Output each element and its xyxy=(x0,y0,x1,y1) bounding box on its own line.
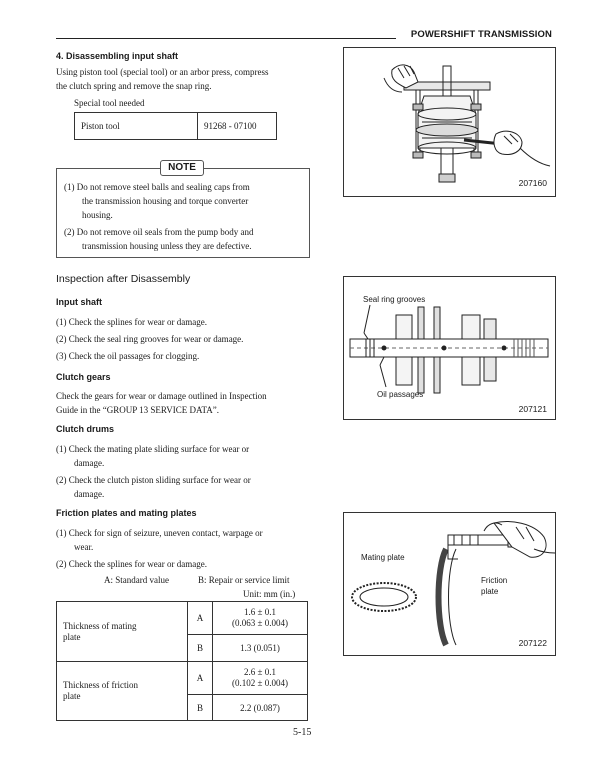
spec-row2-label-line2: plate xyxy=(63,691,81,701)
note-label: NOTE xyxy=(160,160,204,176)
plates-illustration xyxy=(344,513,555,655)
step4-heading: 4. Disassembling input shaft xyxy=(56,51,179,61)
clutch-drums-heading: Clutch drums xyxy=(56,424,115,434)
spec-row1-a-value xyxy=(213,602,308,635)
spec-row1-a-line1: 1.6 ± 0.1 xyxy=(244,607,276,617)
spec-row2-a-line2: (0.102 ± 0.004) xyxy=(232,678,288,688)
figure2-number: 207121 xyxy=(518,404,547,414)
label-seal-ring-grooves: Seal ring grooves xyxy=(363,295,426,304)
header-rule xyxy=(56,38,396,39)
clutch-drums-item2-line1: (2) Check the clutch piston sliding surface for wear or xyxy=(56,475,251,485)
note-item1-line3: housing. xyxy=(82,210,113,220)
input-shaft-item-2: (2) Check the seal ring grooves for wear or damage. xyxy=(56,334,244,344)
clutch-drums-item1-line2: damage. xyxy=(74,458,105,468)
label-mating-plate: Mating plate xyxy=(361,553,405,562)
inspection-heading: Inspection after Disassembly xyxy=(56,273,191,285)
note-item2-line1: (2) Do not remove oil seals from the pump body and xyxy=(64,227,254,237)
spec-row2-a-value xyxy=(213,662,308,695)
spec-row2-a-key: A xyxy=(188,662,213,695)
piston-tool-illustration xyxy=(344,48,555,196)
input-shaft-item-3: (3) Check the oil passages for clogging. xyxy=(56,351,200,361)
spec-row1-label-line2: plate xyxy=(63,631,81,642)
figure-plates xyxy=(343,512,556,656)
friction-item1-line2: wear. xyxy=(74,542,94,552)
step4-line2: the clutch spring and remove the snap ring. xyxy=(56,81,212,91)
clutch-gears-line1: Check the gears for wear or damage outlined in Inspection xyxy=(56,391,267,401)
spec-row1-label xyxy=(57,602,188,662)
unit-label: Unit: mm (in.) xyxy=(243,589,296,599)
clutch-gears-line2: Guide in the “GROUP 13 SERVICE DATA”. xyxy=(56,405,219,415)
spec-row2-a-line1: 2.6 ± 0.1 xyxy=(244,667,276,677)
input-shaft-item-1: (1) Check the splines for wear or damage. xyxy=(56,317,207,327)
spec-table xyxy=(56,601,308,721)
spec-row2-label-line1: Thickness of friction xyxy=(63,680,138,690)
tool-caption: Special tool needed xyxy=(74,98,145,108)
spec-row1-a-key: A xyxy=(188,602,213,635)
spec-row1-label-line1: Thickness of mating xyxy=(63,620,137,631)
figure1-number: 207160 xyxy=(518,178,547,188)
page-number: 5-15 xyxy=(293,727,312,738)
header-title: POWERSHIFT TRANSMISSION xyxy=(410,29,552,40)
spec-row1-b-value: 1.3 (0.051) xyxy=(213,635,308,662)
friction-item1-line1: (1) Check for sign of seizure, uneven contact, warpage or xyxy=(56,528,263,538)
figure-input-shaft xyxy=(343,276,556,420)
spec-row1-b-key: B xyxy=(188,635,213,662)
step4-line1: Using piston tool (special tool) or an arbor press, compress xyxy=(56,67,269,77)
special-tool-table xyxy=(74,112,277,140)
friction-heading: Friction plates and mating plates xyxy=(56,508,197,518)
label-friction-plate-line1: Friction xyxy=(481,576,508,585)
spec-row1-a-line2: (0.063 ± 0.004) xyxy=(232,618,288,628)
legend-a: A: Standard value xyxy=(104,575,169,585)
clutch-drums-item2-line2: damage. xyxy=(74,489,105,499)
tool-name-cell: Piston tool xyxy=(75,113,198,140)
note-item2-line2: transmission housing unless they are defective. xyxy=(82,241,252,251)
tool-number-cell: 91268 - 07100 xyxy=(198,113,277,140)
label-oil-passages: Oil passages xyxy=(377,390,424,399)
clutch-gears-heading: Clutch gears xyxy=(56,372,111,382)
note-item1-line1: (1) Do not remove steel balls and sealing caps from xyxy=(64,182,250,192)
spec-row2-b-value: 2.2 (0.087) xyxy=(213,695,308,721)
note-item1-line2: the transmission housing and torque converter xyxy=(82,196,249,206)
figure3-number: 207122 xyxy=(518,638,547,648)
clutch-drums-item1-line1: (1) Check the mating plate sliding surface for wear or xyxy=(56,444,250,454)
input-shaft-heading: Input shaft xyxy=(56,297,102,307)
legend-b: B: Repair or service limit xyxy=(198,575,290,585)
spec-row2-b-key: B xyxy=(188,695,213,721)
label-friction-plate-line2: plate xyxy=(481,587,499,596)
friction-item2: (2) Check the splines for wear or damage. xyxy=(56,559,207,569)
spec-row2-label xyxy=(57,662,188,721)
figure-piston-tool xyxy=(343,47,556,197)
